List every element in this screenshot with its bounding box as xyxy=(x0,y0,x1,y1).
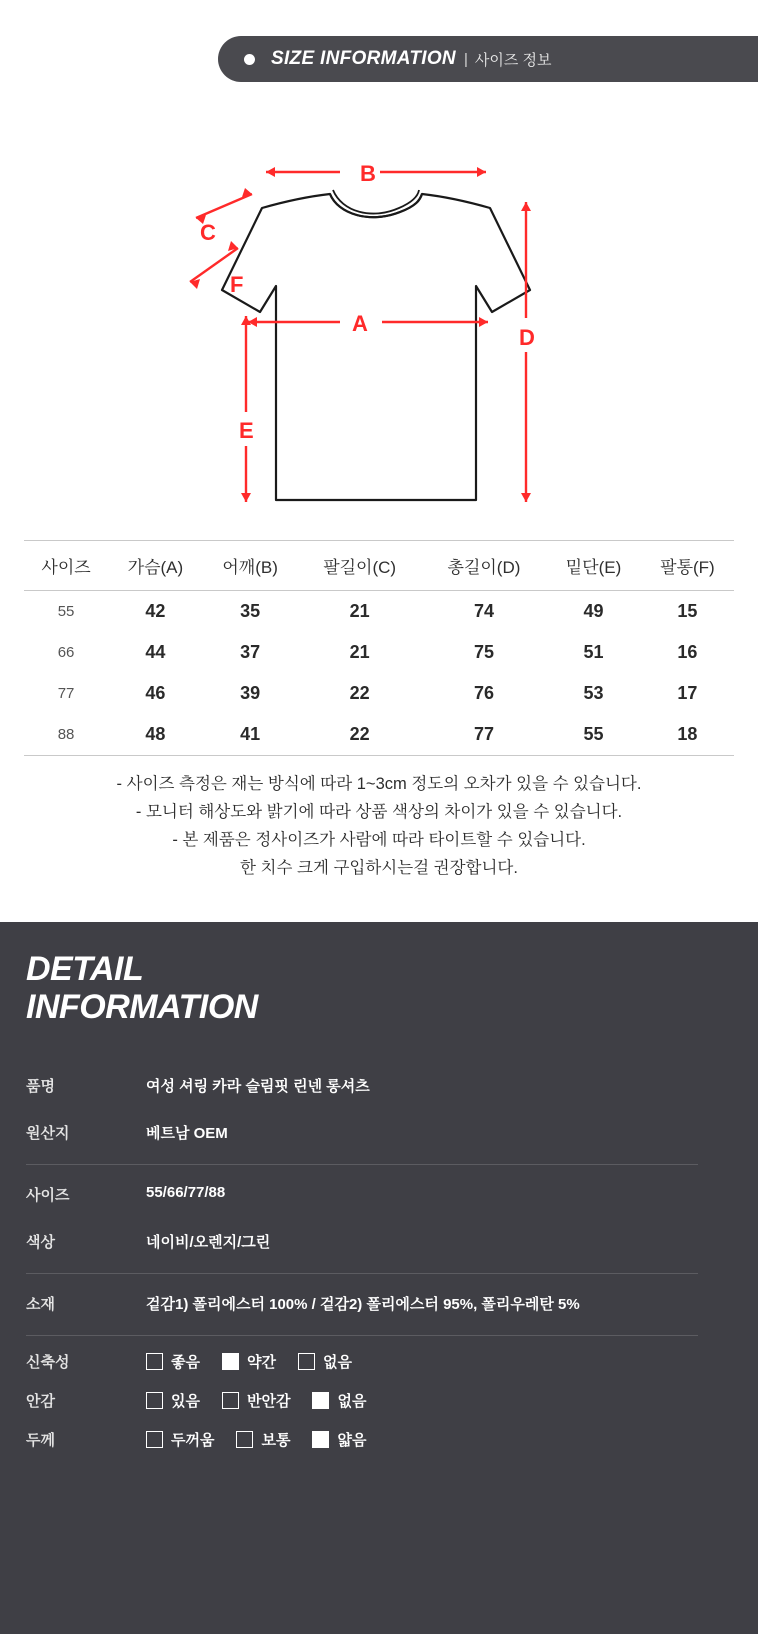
lining-choice-yes[interactable] xyxy=(146,1390,200,1411)
size-table-col-6: 팔통(F) xyxy=(641,541,734,591)
detail-row-origin xyxy=(26,1109,732,1156)
checkbox-checked-icon[interactable] xyxy=(312,1431,329,1448)
tshirt-measurement-diagram xyxy=(0,140,758,530)
size-note-1: - 사이즈 측정은 재는 방식에 따라 1~3cm 정도의 오차가 있을 수 있습니다. xyxy=(116,775,642,793)
cell-chest-88: 48 xyxy=(108,714,203,756)
elasticity-choice-slight-label: 약간 xyxy=(246,1354,276,1371)
detail-label-material: 소재 xyxy=(26,1296,55,1313)
cell-chest-66: 44 xyxy=(145,642,166,662)
cell-armhole-77: 17 xyxy=(677,683,698,703)
cell-sleeve-55: 21 xyxy=(349,601,370,621)
cell-hem-55: 49 xyxy=(583,601,604,621)
cell-length-88: 77 xyxy=(422,714,546,756)
cell-shoulder-66: 37 xyxy=(240,642,261,662)
diagram-label-d: D xyxy=(519,325,535,350)
detail-information-body xyxy=(26,1062,732,1459)
detail-row-product-name xyxy=(26,1062,732,1109)
checkbox-icon[interactable] xyxy=(146,1392,163,1409)
size-information-header xyxy=(218,36,758,82)
detail-label-color: 색상 xyxy=(26,1234,55,1251)
checkbox-icon[interactable] xyxy=(146,1353,163,1370)
bullet-dot-icon xyxy=(244,54,255,65)
diagram-label-c: C xyxy=(200,220,216,245)
lining-choice-none[interactable] xyxy=(312,1390,366,1411)
detail-divider-1 xyxy=(26,1164,698,1165)
cell-armhole-66: 16 xyxy=(677,642,698,662)
lining-choice-half[interactable] xyxy=(222,1390,290,1411)
diagram-label-a: A xyxy=(352,311,368,336)
diagram-label-e: E xyxy=(239,418,254,443)
size-table-header-row xyxy=(24,541,734,591)
cell-shoulder-77: 39 xyxy=(240,683,261,703)
thickness-choice-normal-label: 보통 xyxy=(261,1432,291,1449)
elasticity-choice-good[interactable] xyxy=(146,1351,200,1372)
checkbox-icon[interactable] xyxy=(298,1353,315,1370)
lining-choice-half-label: 반안감 xyxy=(246,1393,291,1410)
detail-row-material xyxy=(26,1280,732,1327)
detail-value-product-name: 여성 셔링 카라 슬림핏 린넨 롱셔츠 xyxy=(146,1078,370,1095)
detail-label-elasticity: 신축성 xyxy=(26,1354,70,1371)
detail-value-color: 네이비/오렌지/그린 xyxy=(146,1234,271,1251)
thickness-choice-thin[interactable] xyxy=(312,1429,366,1450)
thickness-choice-normal[interactable] xyxy=(236,1429,290,1450)
detail-title-line1: DETAIL xyxy=(26,950,144,988)
diagram-label-f: F xyxy=(230,272,244,297)
cell-length-66: 75 xyxy=(473,642,494,662)
size-header-separator: | xyxy=(463,50,468,68)
table-row xyxy=(24,673,734,714)
size-table-col-2: 어깨(B) xyxy=(203,541,298,591)
diagram-label-b: B xyxy=(360,161,376,186)
table-row xyxy=(24,714,734,756)
detail-label-size: 사이즈 xyxy=(26,1187,70,1204)
size-note-4: 한 치수 크게 구입하시는걸 권장합니다. xyxy=(240,859,518,877)
size-note-2: - 모니터 해상도와 밝기에 따라 상품 색상의 차이가 있을 수 있습니다. xyxy=(135,803,623,821)
detail-label-origin: 원산지 xyxy=(26,1125,70,1142)
cell-hem-88: 55 xyxy=(546,714,641,756)
cell-sleeve-88: 22 xyxy=(297,714,421,756)
size-note-3: - 본 제품은 정사이즈가 사람에 따라 타이트할 수 있습니다. xyxy=(172,831,586,849)
thickness-choice-thin-label: 얇음 xyxy=(337,1432,367,1449)
size-header-title: SIZE INFORMATION xyxy=(271,48,456,69)
checkbox-checked-icon[interactable] xyxy=(222,1353,239,1370)
detail-value-origin: 베트남 OEM xyxy=(146,1125,228,1142)
size-table-col-5: 밑단(E) xyxy=(546,541,641,591)
cell-armhole-55: 15 xyxy=(677,601,698,621)
size-table-col-0: 사이즈 xyxy=(24,541,108,591)
cell-sleeve-66: 21 xyxy=(349,642,370,662)
cell-chest-55: 42 xyxy=(145,601,166,621)
size-header-subtitle: 사이즈 정보 xyxy=(474,51,552,69)
checkbox-icon[interactable] xyxy=(146,1431,163,1448)
table-row xyxy=(24,591,734,633)
detail-row-color xyxy=(26,1218,732,1265)
cell-chest-77: 46 xyxy=(145,683,166,703)
size-header-pill xyxy=(218,36,758,82)
cell-sleeve-77: 22 xyxy=(349,683,370,703)
elasticity-choice-none-label: 없음 xyxy=(322,1354,352,1371)
checkbox-icon[interactable] xyxy=(222,1392,239,1409)
detail-title-line2: INFORMATION xyxy=(26,988,258,1026)
lining-choice-yes-label: 있음 xyxy=(171,1393,200,1410)
checkbox-icon[interactable] xyxy=(236,1431,253,1448)
detail-information-section xyxy=(0,922,758,1634)
size-table-col-4: 총길이(D) xyxy=(422,541,546,591)
elasticity-choice-none[interactable] xyxy=(298,1351,352,1372)
cell-length-55: 74 xyxy=(473,601,494,621)
cell-size-66: 66 xyxy=(57,644,75,661)
size-table xyxy=(24,540,734,756)
cell-shoulder-55: 35 xyxy=(240,601,261,621)
lining-choices xyxy=(146,1390,388,1411)
elasticity-choices xyxy=(146,1351,374,1372)
cell-armhole-88: 18 xyxy=(641,714,734,756)
cell-hem-66: 51 xyxy=(583,642,604,662)
cell-hem-77: 53 xyxy=(583,683,604,703)
elasticity-choice-good-label: 좋음 xyxy=(171,1354,200,1371)
lining-choice-none-label: 없음 xyxy=(337,1393,367,1410)
size-table-col-1: 가슴(A) xyxy=(108,541,203,591)
elasticity-choice-slight[interactable] xyxy=(222,1351,276,1372)
detail-row-size xyxy=(26,1171,732,1218)
detail-label-product-name: 품명 xyxy=(26,1078,55,1095)
detail-label-lining: 안감 xyxy=(26,1393,55,1410)
detail-row-thickness xyxy=(26,1420,732,1459)
cell-length-77: 76 xyxy=(473,683,494,703)
cell-size-88: 88 xyxy=(24,714,108,756)
size-table-col-3: 팔길이(C) xyxy=(297,541,421,591)
detail-row-lining xyxy=(26,1381,732,1420)
table-row xyxy=(24,632,734,673)
detail-label-thickness: 두께 xyxy=(26,1432,55,1449)
detail-option-rows xyxy=(26,1342,732,1459)
thickness-choice-thick-label: 두꺼움 xyxy=(171,1432,215,1449)
detail-row-elasticity xyxy=(26,1342,732,1381)
detail-divider-2 xyxy=(26,1273,698,1274)
thickness-choices xyxy=(146,1429,388,1450)
detail-value-material: 겉감1) 폴리에스터 100% / 겉감2) 폴리에스터 95%, 폴리우레탄 5% xyxy=(146,1296,580,1313)
detail-value-size: 55/66/77/88 xyxy=(146,1184,226,1201)
cell-shoulder-88: 41 xyxy=(203,714,298,756)
cell-size-55: 55 xyxy=(57,603,75,620)
size-notes xyxy=(0,770,758,882)
detail-divider-3 xyxy=(26,1335,698,1336)
cell-size-77: 77 xyxy=(57,685,75,702)
checkbox-checked-icon[interactable] xyxy=(312,1392,329,1409)
detail-information-title xyxy=(26,950,258,1026)
thickness-choice-thick[interactable] xyxy=(146,1429,214,1450)
